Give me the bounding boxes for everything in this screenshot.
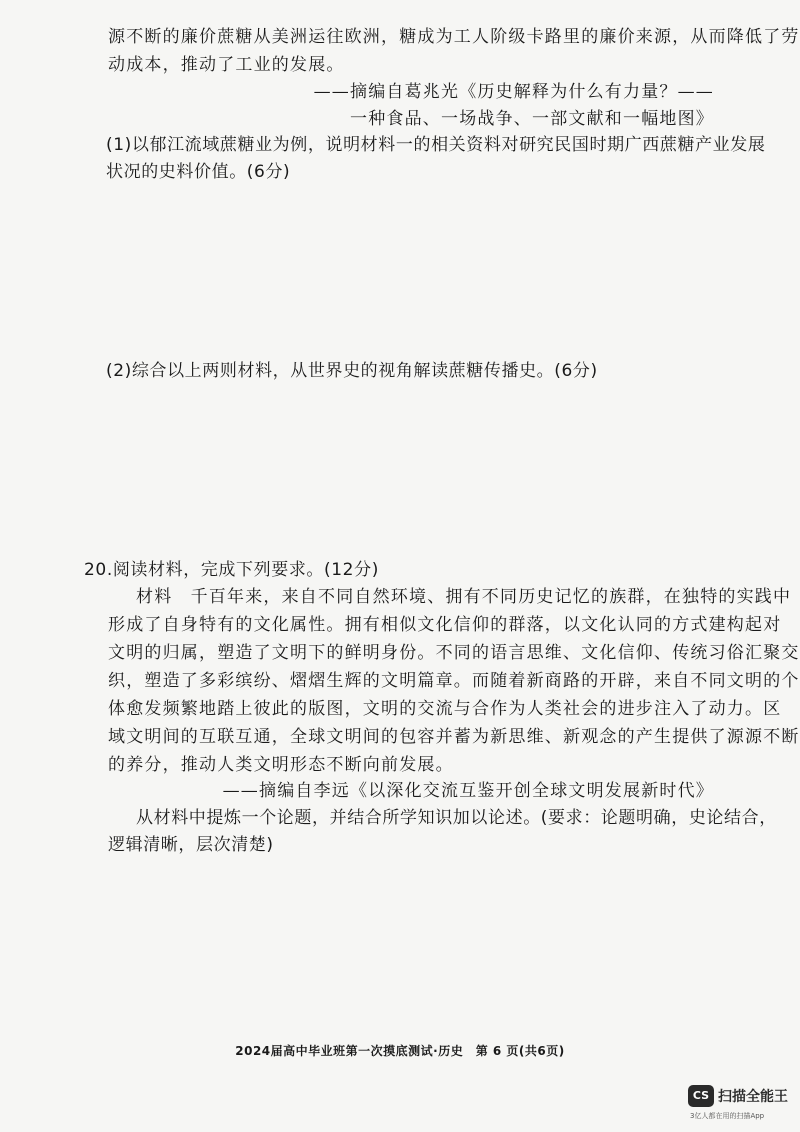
task-line-1: 从材料中提炼一个论题，并结合所学知识加以论述。(要求：论题明确，史论结合，: [136, 808, 777, 828]
passage-line-1: 源不断的廉价蔗糖从美洲运往欧洲，糖成为工人阶级卡路里的廉价来源，从而降低了劳: [108, 27, 800, 47]
material-line-4: 织，塑造了多彩缤纷、熠熠生辉的文明篇章。而随着新商路的开辟，来自不同文明的个: [108, 671, 800, 691]
material-line-5: 体愈发频繁地踏上彼此的版图，文明的交流与合作为人类社会的进步注入了动力。区: [108, 699, 782, 719]
material-line-2: 形成了自身特有的文化属性。拥有相似文化信仰的群落，以文化认同的方式建构起对: [108, 615, 782, 635]
passage-citation-2: 一种食品、一场战争、一部文献和一幅地图》: [350, 109, 714, 129]
material-line-1: 材料 千百年来，来自不同自然环境、拥有不同历史记忆的族群，在独特的实践中: [136, 587, 792, 607]
material-line-3: 文明的归属，塑造了文明下的鲜明身份。不同的语言思维、文化信仰、传统习俗汇聚交: [108, 643, 800, 663]
task-line-2: 逻辑清晰，层次清楚): [108, 835, 274, 855]
material-line-7: 的养分，推动人类文明形态不断向前发展。: [108, 755, 454, 775]
question-1-line-2: 状况的史料价值。(6分): [106, 162, 291, 182]
passage-citation-1: ——摘编自葛兆光《历史解释为什么有力量？——: [313, 82, 714, 102]
material-citation: ——摘编自李远《以深化交流互鉴开创全球文明发展新时代》: [222, 781, 714, 801]
watermark-name: 扫描全能王: [718, 1089, 788, 1105]
camscanner-logo-icon: CS: [688, 1085, 714, 1107]
question-20-heading: 20.阅读材料，完成下列要求。(12分): [84, 560, 379, 580]
watermark-subtitle: 3亿人都在用的扫描App: [690, 1112, 765, 1120]
material-line-6: 域文明间的互联互通，全球文明间的包容并蓄为新思维、新观念的产生提供了源源不断: [108, 727, 800, 747]
page-footer: 2024届高中毕业班第一次摸底测试·历史 第 6 页(共6页): [235, 1044, 565, 1058]
passage-line-2: 动成本，推动了工业的发展。: [108, 55, 345, 75]
scanner-watermark: [688, 1083, 798, 1123]
question-2-line-1: (2)综合以上两则材料，从世界史的视角解读蔗糖传播史。(6分): [106, 361, 598, 381]
question-1-line-1: (1)以郁江流域蔗糖业为例，说明材料一的相关资料对研究民国时期广西蔗糖产业发展: [106, 135, 766, 155]
